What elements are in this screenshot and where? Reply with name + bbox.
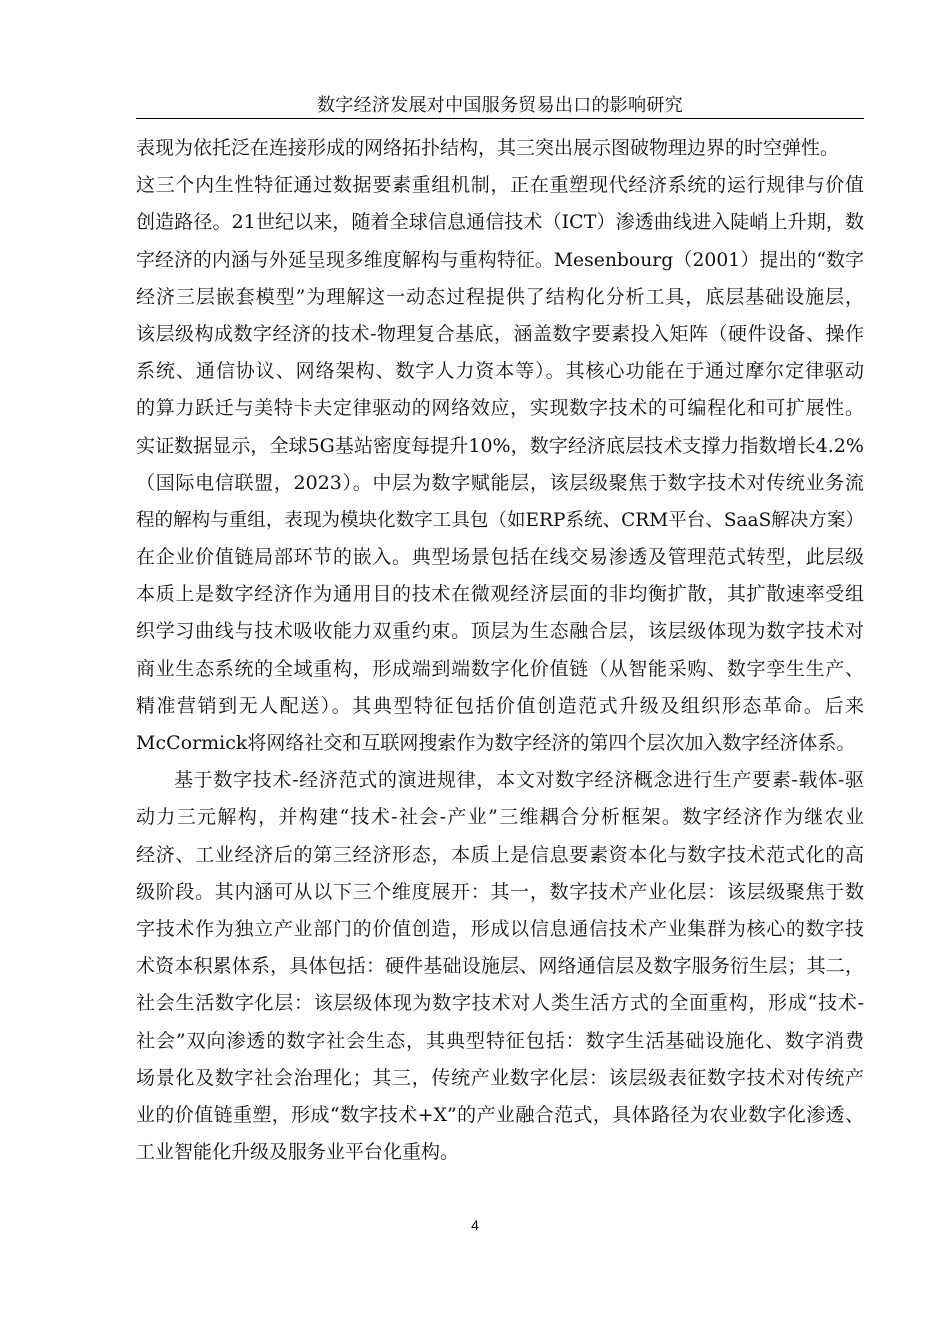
text-line: 术资本积累体系，具体包括：硬件基础设施层、网络通信层及数字服务衍生层；其二， bbox=[136, 955, 864, 978]
page-number: 4 bbox=[471, 1217, 479, 1233]
body-text bbox=[136, 130, 864, 1171]
text-line: 系统、通信协议、网络架构、数字人力资本等）。其核心功能在于通过摩尔定律驱动 bbox=[136, 360, 864, 383]
text-line: 业的价值链重塑，形成“数字技术+X”的产业融合范式，具体路径为农业数字化渗透、 bbox=[136, 1103, 864, 1126]
text-line: 织学习曲线与技术吸收能力双重约束。顶层为生态融合层，该层级体现为数字技术对 bbox=[136, 620, 864, 643]
text-line: 经济三层嵌套模型”为理解这一动态过程提供了结构化分析工具，底层基础设施层， bbox=[136, 285, 864, 308]
text-line: 实证数据显示，全球5G基站密度每提升10%，数字经济底层技术支撑力指数增长4.2% bbox=[136, 434, 864, 457]
text-line: 级阶段。其内涵可从以下三个维度展开：其一，数字技术产业化层：该层级聚焦于数 bbox=[136, 880, 864, 903]
text-line: 社会”双向渗透的数字社会生态，其典型特征包括：数字生活基础设施化、数字消费 bbox=[136, 1029, 864, 1052]
text-line: 社会生活数字化层：该层级体现为数字技术对人类生活方式的全面重构，形成“技术- bbox=[136, 992, 864, 1015]
text-line: 该层级构成数字经济的技术-物理复合基底，涵盖数字要素投入矩阵（硬件设备、操作 bbox=[136, 322, 864, 345]
text-line: 动力三元解构，并构建“技术-社会-产业”三维耦合分析框架。数字经济作为继农业 bbox=[136, 806, 864, 829]
text-line: 字技术作为独立产业部门的价值创造，形成以信息通信技术产业集群为核心的数字技 bbox=[136, 917, 864, 940]
running-header-title: 数字经济发展对中国服务贸易出口的影响研究 bbox=[317, 95, 683, 116]
text-line: 商业生态系统的全域重构，形成端到端数字化价值链（从智能采购、数字孪生生产、 bbox=[136, 657, 864, 680]
text-line: 工业智能化升级及服务业平台化重构。 bbox=[136, 1141, 460, 1164]
text-line: 表现为依托泛在连接形成的网络拓扑结构，其三突出展示图破物理边界的时空弹性。 bbox=[136, 137, 840, 159]
text-line: 经济、工业经济后的第三经济形态，本质上是信息要素资本化与数字技术范式化的高 bbox=[136, 843, 864, 866]
text-line: McCormick将网络社交和互联网搜索作为数字经济的第四个层次加入数字经济体系。 bbox=[136, 732, 856, 754]
header-rule bbox=[136, 118, 864, 119]
text-line: 这三个内生性特征通过数据要素重组机制，正在重塑现代经济系统的运行规律与价值 bbox=[136, 174, 864, 197]
text-line: 场景化及数字社会治理化；其三，传统产业数字化层：该层级表征数字技术对传统产 bbox=[136, 1066, 864, 1089]
text-line: 在企业价值链局部环节的嵌入。典型场景包括在线交易渗透及管理范式转型，此层级 bbox=[136, 546, 864, 569]
text-line: 创造路径。21世纪以来，随着全球信息通信技术（ICT）渗透曲线进入陡峭上升期，数 bbox=[136, 211, 864, 234]
text-line: 的算力跃迁与美特卡夫定律驱动的网络效应，实现数字技术的可编程化和可扩展性。 bbox=[136, 397, 864, 420]
text-line: （国际电信联盟，2023）。中层为数字赋能层，该层级聚焦于数字技术对传统业务流 bbox=[136, 471, 864, 494]
paragraph-first-line: 基于数字技术-经济范式的演进规律，本文对数字经济概念进行生产要素-载体-驱 bbox=[174, 769, 864, 792]
text-line: 字经济的内涵与外延呈现多维度解构与重构特征。Mesenbourg（2001）提出的“数字 bbox=[136, 249, 864, 271]
text-line: 程的解构与重组，表现为模块化数字工具包（如ERP系统、CRM平台、SaaS解决方案） bbox=[136, 509, 864, 531]
text-line: 精准营销到无人配送）。其典型特征包括价值创造范式升级及组织形态革命。后来 bbox=[136, 694, 864, 717]
text-line: 本质上是数字经济作为通用目的技术在微观经济层面的非均衡扩散，其扩散速率受组 bbox=[136, 583, 864, 606]
